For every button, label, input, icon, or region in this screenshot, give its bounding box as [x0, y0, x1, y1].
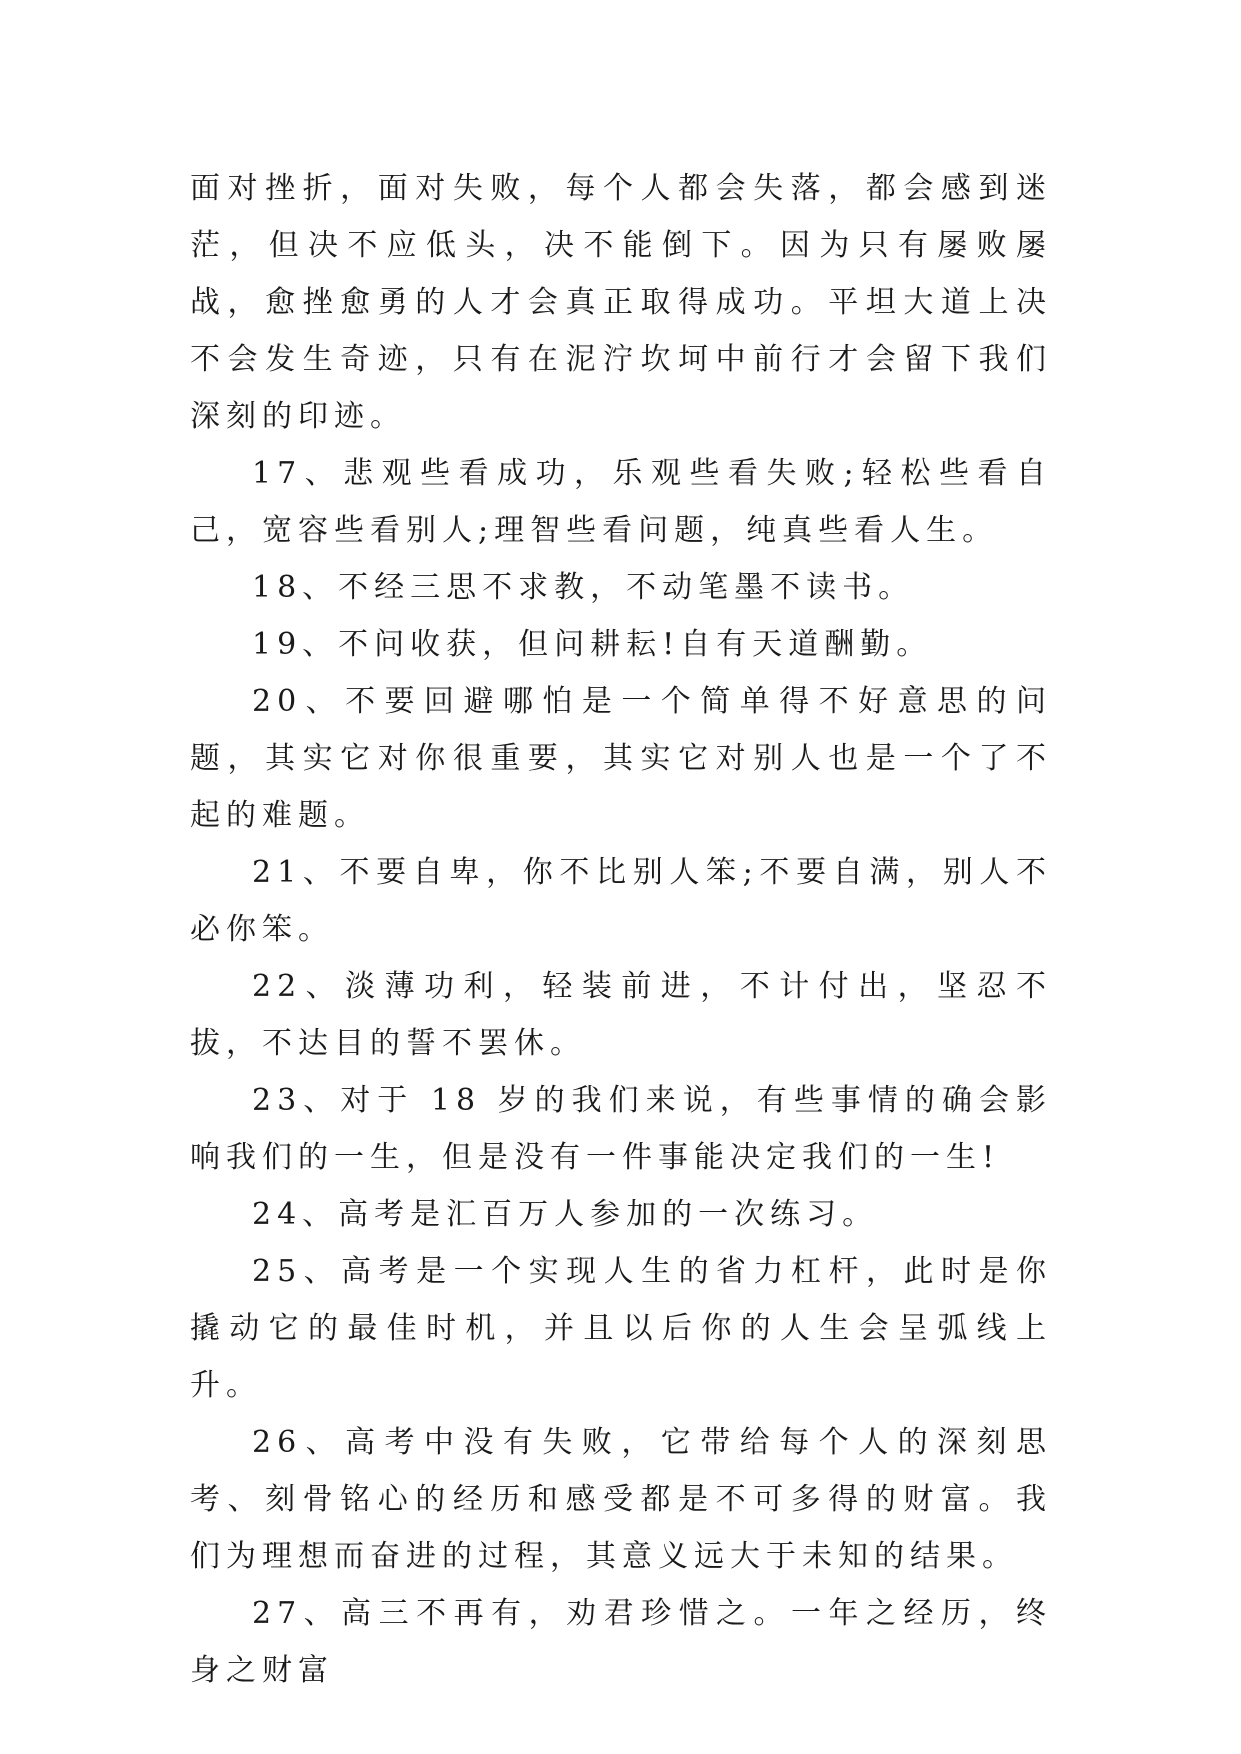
- paragraph-23: 23、对于 18 岁的我们来说，有些事情的确会影响我们的一生，但是没有一件事能决定我们的一生!: [190, 1083, 1052, 1175]
- paragraph-25: 25、高考是一个实现人生的省力杠杆，此时是你撬动它的最佳时机，并且以后你的人生会呈弧线上升。: [190, 1254, 1052, 1403]
- paragraph-24: 24、高考是汇百万人参加的一次练习。: [252, 1197, 879, 1232]
- paragraph-20: 20、不要回避哪怕是一个简单得不好意思的问题，其实它对你很重要，其实它对别人也是一个了不起的难题。: [190, 684, 1052, 833]
- paragraph-22: 22、淡薄功利，轻装前进，不计付出，坚忍不拔，不达目的誓不罢休。: [190, 969, 1052, 1061]
- paragraph-27: 27、高三不再有，劝君珍惜之。一年之经历，终身之财富: [190, 1596, 1052, 1688]
- paragraph-21: 21、不要自卑，你不比别人笨;不要自满，别人不必你笨。: [190, 855, 1052, 947]
- paragraph-continued: 面对挫折，面对失败，每个人都会失落，都会感到迷茫，但决不应低头，决不能倒下。因为只有屡败屡战，愈挫愈勇的人才会真正取得成功。平坦大道上决不会发生奇迹，只有在泥泞坎坷中前行才会留下我们深刻的印迹。: [190, 171, 1052, 434]
- paragraph-26: 26、高考中没有失败，它带给每个人的深刻思考、刻骨铭心的经历和感受都是不可多得的财富。我们为理想而奋进的过程，其意义远大于未知的结果。: [190, 1425, 1052, 1574]
- paragraph-18: 18、不经三思不求教，不动笔墨不读书。: [252, 570, 915, 605]
- paragraph-17: 17、悲观些看成功，乐观些看失败;轻松些看自己，宽容些看别人;理智些看问题，纯真些看人生。: [190, 456, 1052, 548]
- document-page: [190, 160, 1052, 1699]
- paragraph-19: 19、不问收获，但问耕耘!自有天道酬勤。: [252, 627, 933, 662]
